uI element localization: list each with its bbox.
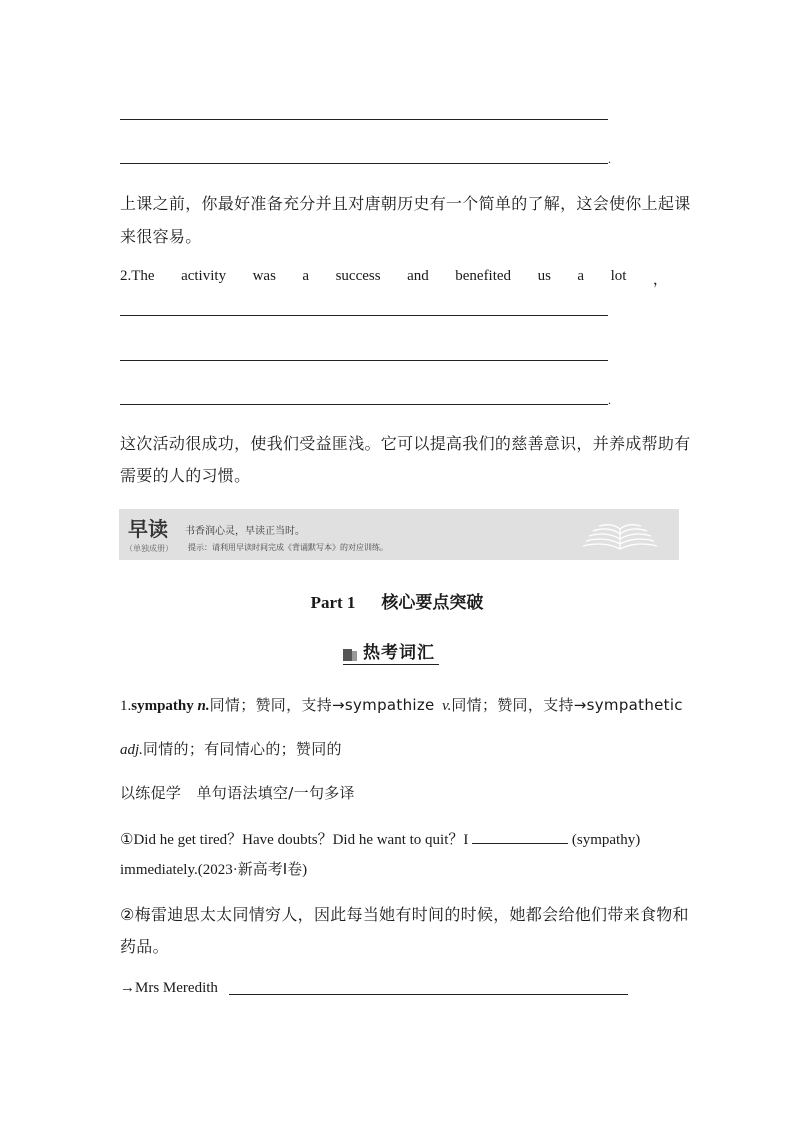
answer-line (120, 163, 608, 164)
line-end-period: . (608, 152, 611, 166)
exercise2-line2: 药品。 (120, 937, 169, 956)
q2-word: us (537, 268, 551, 284)
answer-line (120, 119, 608, 120)
vocab-meaning: 同情；赞同，支持→sympathize (209, 696, 435, 714)
q2-word: lot (610, 268, 627, 284)
q1-translation-line1: 上课之前，你最好准备充分并且对唐朝历史有一个简单的了解，这会使你上起课 (120, 194, 691, 213)
section-marker-icon (343, 648, 357, 662)
banner-motto: 书香润心灵，早读正当时。 (185, 526, 305, 537)
exercise2-answer-line[interactable] (229, 994, 628, 995)
q2-word: success (335, 268, 381, 284)
q2-word: benefited (455, 268, 512, 284)
vocab-pos2: v. (442, 698, 452, 714)
section-title: 热考词汇 (363, 643, 435, 663)
answer-line (120, 360, 608, 361)
vocab-pos: n. (197, 698, 210, 714)
part-heading (0, 588, 794, 613)
answer-line (120, 315, 608, 316)
vocab-meaning3: 同情的；有同情心的；赞同的 (142, 740, 342, 758)
vocab-item-line1 (120, 694, 683, 715)
banner-title: 早读 (128, 517, 168, 541)
q2-word: was (252, 268, 276, 284)
part-title: 核心要点突破 (381, 593, 484, 613)
open-book-icon (579, 519, 661, 553)
answer-line (120, 404, 608, 405)
banner-subtitle: （单独成册） (125, 544, 173, 553)
exercise1-line2: immediately.(2023·新高考Ⅰ卷) (120, 862, 308, 878)
banner-hint: 提示：请利用早读时间完成《背诵默写本》的对应训练。 (188, 543, 388, 552)
q2-word: a (577, 268, 585, 284)
vocab-item-line2 (120, 738, 342, 759)
q2-translation-line1: 这次活动很成功，使我们受益匪浅。它可以提高我们的慈善意识，并养成帮助有 (120, 434, 691, 453)
line-end-period: . (608, 393, 611, 407)
q2-word: ， (652, 272, 668, 288)
vocab-number: 1. (120, 698, 132, 714)
q2-word: 2.The (120, 268, 155, 284)
exercise2-answer-start: →Mrs Meredith (120, 980, 218, 996)
exercise1-line1 (120, 828, 640, 849)
exercise1-text: ①Did he get tired？Have doubts？Did he want to quit？I (120, 832, 469, 848)
q2-word: and (407, 268, 429, 284)
practice-label: 以练促学 单句语法填空/一句多译 (120, 784, 355, 802)
exercise2-line1: ②梅雷迪思太太同情穷人，因此每当她有时间的时候，她都会给他们带来食物和 (120, 905, 689, 924)
q2-translation-line2: 需要的人的习惯。 (120, 466, 251, 485)
morning-reading-banner (119, 509, 679, 560)
q2-prompt (120, 268, 668, 289)
exercise1-blank[interactable] (472, 829, 568, 844)
q2-word: a (302, 268, 310, 284)
vocab-word: sympathy (131, 698, 194, 714)
exercise1-hint: (sympathy) (571, 832, 641, 848)
vocab-pos3: adj. (120, 742, 143, 758)
q2-word: activity (181, 268, 227, 284)
section-heading (343, 642, 439, 665)
part-label: Part 1 (310, 593, 356, 612)
vocab-meaning2: 同情；赞同，支持→sympathetic (451, 696, 683, 714)
q1-translation-line2: 来很容易。 (120, 227, 202, 246)
